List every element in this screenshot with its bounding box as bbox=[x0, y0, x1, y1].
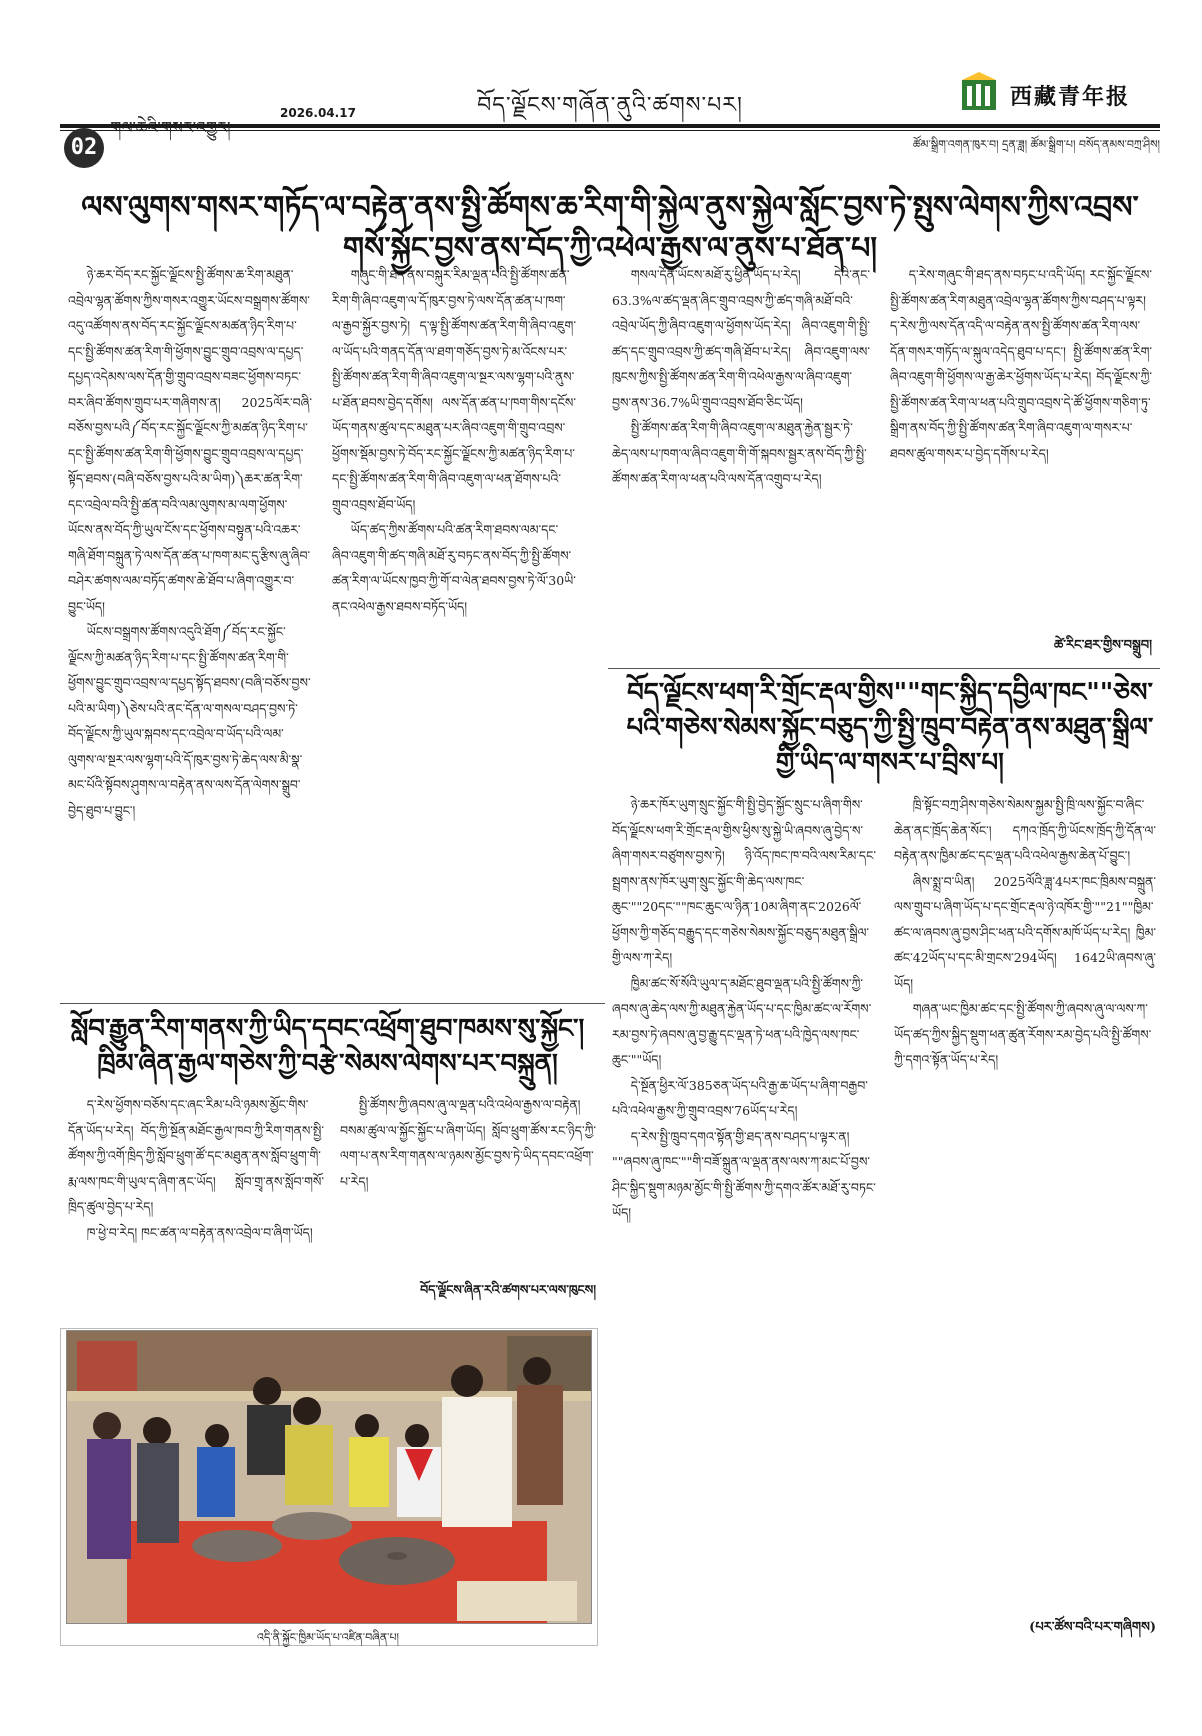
article1-paragraph: གཞུང་གི་ཐད་ནས་བསྐུར་རིམ་ལྡན་པའི་སྤྱི་ཚོགས་ཚན་རིག་གི་ཞིབ་འཇུག་ལ་དོ་ཁུར་བྱས་ཏེ་ལས་དོན་ཚན་པ་ཁག་ལ་རྒྱབ་སྐྱོར་བྱས་ཏེ། ད་ལྟ་སྤྱི་ཚོགས་ཚན་རིག་གི་ཞིབ་འཇུག་ལ་ཡོད་པའི་གནད་དོན་ལ་ཐག་གཅོད་བྱས་ཏེ་མ་འོངས་པར་སྤྱི་ཚོགས་ཚན་རིག་གི་ཞིབ་འཇུག་ལ་སྔར་ལས་ལྷག་པའི་ནུས་པ་ཐོན་ཐབས་བྱེད་དགོས། ལས་དོན་ཚན་པ་ཁག་གིས་དངོས་ཡོད་གནས་ཚུལ་དང་མཐུན་པར་ཞིབ་འཇུག་གི་གྲུབ་འབྲས་ཕྱོགས་སྡོམ་བྱས་ཏེ་བོད་རང་སྐྱོང་ལྗོངས་ཀྱི་མཚན་ཉིད་རིག་པ་དང་སྤྱི་ཚོགས་ཚན་རིག་གི་ཞིབ་འཇུག་ལ་ཕན་ཐོགས་པའི་གྲུབ་འབྲས་ཐོབ་ཡོད། bbox=[332, 267, 576, 512]
masthead-title: བོད་ལྗོངས་གཞོན་ནུའི་ཚགས་པར། bbox=[477, 93, 743, 118]
article1-paragraph: སྤྱི་ཚོགས་ཚན་རིག་གི་ཞིབ་འཇུག་ལ་མཐུན་རྐྱེན་སྦྱར་ཏེ་ཆེད་ལས་པ་ཁག་ལ་ཞིབ་འཇུག་གི་གོ་སྐབས་སྦྱར་ནས་བོད་ཀྱི་སྤྱི་ཚོགས་ཚན་རིག་ལ་ཕན་པའི་ལས་དོན་འགྲུབ་པ་རེད། bbox=[612, 420, 867, 486]
section-name bbox=[110, 110, 231, 155]
article2-paragraph: ཞིས་སྨྲ་བ་ཡིན། 2025ལོའི་ཟླ་4པར་ཁང་ཁྲིམས་བསྐྲུན་ལས་གྲུབ་པ་ཞིག་ཡོད་པ་དང་གྲོང་རྡལ་ཉེ་འཁོར་གྱི་""21""ཁྱིམ་ཚང་ལ་ཞབས་ཞུ་བྱས་ཤིང་ཕན་པའི་དགོས་མཁོ་ཡོད་པ་རེད། ཁྱིམ་ཚང་42ཡོད་པ་དང་མི་གྲངས་294ཡོད། 1642ཡི་ཞབས་ཞུ་ཡོད། bbox=[894, 873, 1156, 991]
article3-rule bbox=[60, 1003, 605, 1004]
article2-paragraph: ཉེ་ཆར་ཁོར་ཡུག་སྲུང་སྐྱོང་གི་སྤྱི་བྱེད་སྐྱོང་སྲུང་པ་ཞིག་གིས་བོད་ལྗོངས་ཕག་རི་གྲོང་རྡལ་གྱིས་ཕྱིས་སུ་སྐྱེ་ཡི་ཞབས་ཞུ་བྱེད་ས་ཞིག་གསར་བཙུགས་བྱས་ཏེ། ཉི་འོད་ཁང་ཁ་བའི་ལས་རིམ་དང་སྦྲགས་ནས་ཁོར་ཡུག་སྲུང་སྐྱོང་གི་ཆེད་ལས་ཁང་ཆུང་""20དང་""ཁང་ཆུང་ལ་ཉིན་10མ་ཞིག་ནང་2026ལོ་ཕྱོགས་ཀྱི་གཅོད་བརྒྱུད་དང་གཅེས་སེམས་སྐྱོང་བཅུད་མཐུན་སྒྲིལ་གྱི་ལས་ཀ་རེད། bbox=[612, 797, 876, 965]
article1-column-4 bbox=[890, 262, 1152, 622]
article3-paragraph: ཁ་ཕྱེ་བ་རེད། ཁང་ཚན་ལ་བརྟེན་ནས་འབྲེལ་བ་ཞིག་ཡོད། bbox=[86, 1224, 313, 1240]
article1-column-1 bbox=[68, 262, 312, 997]
article3-column-2 bbox=[340, 1092, 596, 1272]
article1-paragraph: ད་རེས་གཞུང་གི་ཐད་ནས་བཏང་པ་འདི་ཡོད། རང་སྐྱོང་ལྗོངས་སྤྱི་ཚོགས་ཚན་རིག་མཐུན་འབྲེལ་ལྷན་ཚོགས་ཀྱིས་བཤད་པ་ལྟར། ད་རེས་ཀྱི་ལས་དོན་འདི་ལ་བརྟེན་ནས་སྤྱི་ཚོགས་ཚན་རིག་ལས་དོན་གསར་གཏོད་ལ་སྐུལ་འདེད་ཐུབ་པ་དང་། སྤྱི་ཚོགས་ཚན་རིག་ཞིབ་འཇུག་གི་ཕྱོགས་ལ་རྒྱ་ཆེར་ཕྱོགས་ཡོད་པ་རེད། བོད་ལྗོངས་ཀྱི་སྤྱི་ཚོགས་ཚན་རིག་ལ་ཕན་པའི་གྲུབ་འབྲས་དེ་ཚོ་ཕྱོགས་གཅིག་ཏུ་སྒྲིག་ནས་བོད་ཀྱི་སྤྱི་ཚོགས་ཚན་རིག་ཞིབ་འཇུག་ལ་གསར་པ་ཐབས་ཚུལ་གསར་པ་བྱེད་དགོས་པ་རེད། bbox=[890, 267, 1152, 461]
article3-column-1 bbox=[68, 1092, 324, 1297]
article1-column-3 bbox=[612, 262, 870, 652]
editor-credits: ཚོམ་སྒྲིག་འགན་ཁུར་བ། དྲན་ཟླ། ཚོམ་སྒྲིག་པ། བསོད་ནམས་བཀྲ་ཤིས། bbox=[912, 138, 1160, 151]
paper-name: 西藏青年报 bbox=[1010, 84, 1131, 110]
article2-rule bbox=[608, 668, 1160, 669]
article1-paragraph: གསལ་དོན་ཡོངས་མཐོ་རུ་ཕྱིན་ཡོད་པ་རེད། དེའི་ནང་63.3%ལ་ཚད་ལྡན་ཞིང་གྲུབ་འབྲས་ཀྱི་ཚད་གཞི་མཐོ་བའི་འབྲེལ་ཡོད་ཀྱི་ཞིབ་འཇུག་ལ་ཕྱོགས་ཡོད་རེད། ཞིབ་འཇུག་གི་སྤྱི་ཚད་དང་གྲུབ་འབྲས་ཀྱི་ཚད་གཞི་ཐོབ་པ་རེད། ཞིབ་འཇུག་ལས་ཁུངས་ཀྱིས་སྤྱི་ཚོགས་ཚན་རིག་གི་འཕེལ་རྒྱས་ལ་ཞིབ་འཇུག་བྱས་ནས་36.7%ཡི་གྲུབ་འབྲས་ཐོབ་ཅིང་ཡོད། bbox=[612, 267, 870, 410]
article1-paragraph: ཡོངས་བསྒྲགས་ཚོགས་འདུའི་ཐོག༼བོད་རང་སྐྱོང་ལྗོངས་ཀྱི་མཚན་ཉིད་རིག་པ་དང་སྤྱི་ཚོགས་ཚན་རིག་གི་ཕྱོགས་བྱུང་གྲུབ་འབྲས་ལ་དཔྱད་སྟོད་ཐབས་(བཞི་བཅོས་བྱས་པའི་མ་ཡིག)༽ཅེས་པའི་ནང་དོན་ལ་གསལ་བཤད་བྱས་ཏེ་བོད་ལྗོངས་ཀྱི་ཡུལ་སྐབས་དང་འབྲེལ་བ་ཡོད་པའི་ལམ་ལུགས་ལ་སྔར་ལས་ལྷག་པའི་དོ་ཁུར་བྱས་ཏེ་ཆེད་ལས་མི་སྣ་མང་པོའི་སྟོབས་ཤུགས་ལ་བརྟེན་ནས་ལས་དོན་ལེགས་སྒྲུབ་བྱེད་ཐུབ་པ་བྱུང་། bbox=[68, 624, 311, 818]
article1-byline: ཚེ་རིང་ཐར་གྱིས་བསྒྲུབ། bbox=[1054, 638, 1152, 653]
article2-paragraph: ད་རེས་སྤྱི་ཁྲུབ་དགའ་སྟོན་གྱི་ཐད་ནས་བཤད་པ་ལྟར་ན། ""ཞབས་ཞུ་ཁང་""གི་བཟོ་སྐྲུན་ལ་ལྡན་ནས་ལས་ཀ་མང་པོ་བྱས་ཤིང་སྐྱིད་སྡུག་མཉམ་མྱོང་གི་སྤྱི་ཚོགས་ཀྱི་དགའ་ཚོར་མཐོ་རུ་བཏང་ཡོད། bbox=[612, 1128, 876, 1220]
news-photo bbox=[66, 1330, 592, 1624]
article3-paragraph: སྤྱི་ཚོགས་ཀྱི་ཞབས་ཞུ་ལ་ལྡན་པའི་འཕེལ་རྒྱས་ལ་བརྟེན། བསམ་ཚུལ་ལ་སྐྱོང་སྐྱོང་པ་ཞིག་ཡོད། སློབ་ཕྲུག་ཚོས་རང་ཉིད་ཀྱི་ལག་པ་ནས་རིག་གནས་ལ་ཉམས་མྱོང་བྱས་ཏེ་ཡིད་དབང་འཕྲོག་པ་རེད། bbox=[340, 1097, 596, 1189]
article2-paragraph: ཁྱིམ་ཚང་སོ་སོའི་ཡུལ་ད་མཐོང་ཐུབ་ལྡན་པའི་སྤྱི་ཚོགས་ཀྱི་ཞབས་ཞུ་ཆེད་ལས་ཀྱི་མཐུན་རྐྱེན་ཡོད་པ་དང་ཁྱིམ་ཚང་ལ་རོགས་རམ་བྱས་ཏེ་ཞབས་ཞུ་བྱ་རྒྱུ་དང་ལྡན་ཏེ་ཕན་པའི་ཁྱེད་ལས་ཁང་ཆུང་""ཡོད། bbox=[612, 975, 872, 1067]
page-number-badge: 02 bbox=[64, 128, 104, 168]
article1-headline: ལས་ལུགས་གསར་གཏོད་ལ་བརྟེན་ནས་སྤྱི་ཚོགས་ཆ་རིག་གི་སྐྱེལ་ནུས་སྐྱེལ་སློང་བྱས་ཏེ་སྤུས་ལེགས་ཀྱིས་འབྲས་གསོ་སྐྱོང་བྱས་ནས་བོད་ཀྱི་འཕེལ་རྒྱས་ལ་ནུས་པ་ཐོན་པ། bbox=[81, 190, 1139, 266]
publication-date: 2026.04.17 bbox=[280, 106, 356, 120]
header-rule-thin bbox=[60, 130, 1160, 131]
article1-paragraph: ཡོད་ཚད་ཀྱིས་ཚོགས་པའི་ཚན་རིག་ཐབས་ལམ་དང་ཞིབ་འཇུག་གི་ཚད་གཞི་མཐོ་རུ་བཏང་ནས་བོད་ཀྱི་སྤྱི་ཚོགས་ཚན་རིག་ལ་ཡོངས་ཁྱབ་ཀྱི་གོ་བ་ལེན་ཐབས་བྱས་ཏེ་ལོ་30ཡི་ནང་འཕེལ་རྒྱས་ཐབས་བཏོད་ཡོད། bbox=[332, 522, 576, 614]
photo-caption: འདི་ནི་སྐྱོང་ཁྱིམ་ཡོད་པ་འཛིན་བཞིན་པ། bbox=[257, 1631, 399, 1644]
article2-byline: (པར་ཚོས་བའི་པར་གཞིགས) bbox=[1029, 1620, 1156, 1635]
header-rule bbox=[60, 124, 1160, 128]
article2-headline: བོད་ལྗོངས་ཕག་རི་གྲོང་རྡལ་གྱིས""གང་སྐྱིད་དབྱིལ་ཁང""ཅེས་པའི་གཅེས་སེམས་སྐྱོང་བཅུད་ཀྱི་སྤྱི་ཁྲུབ་བརྟེན་ནས་མཐུན་སྒྲིལ་གྱི་ཡིད་ལ་གསར་པ་བྲིས་པ། bbox=[626, 678, 1154, 779]
article2-column-2 bbox=[894, 792, 1156, 1607]
article3-byline: བོད་ལྗོངས་ཞིན་རའི་ཚགས་པར་ལས་ཁུངས། bbox=[420, 1282, 596, 1297]
article3-paragraph: ད་རེས་ཕྱོགས་བཅོས་དང་ཞང་རིམ་པའི་ཉམས་མྱོང་གིས་དོན་ཡོད་པ་རེད། བོད་ཀྱི་སྔོན་མཐོང་རྒྱལ་ཁབ་ཀྱི་རིག་གནས་སྤྱི་ཚོགས་ཀྱི་འགོ་ཁྲིད་ཀྱི་སློབ་ཕྲུག་ཚོ་དང་མཐུན་ནས་སློབ་ཕྲུག་གི་རྨ་ལས་ཁང་གི་ཡུལ་ད་ཞིག་ནང་ཡོད། སློབ་གྲྭ་ནས་སློབ་གསོ་ཁྲིད་ཚུལ་བྱེད་པ་རེད། bbox=[68, 1097, 324, 1214]
article2-column-1 bbox=[612, 792, 876, 1662]
article2-paragraph: ཁྲི་སྟོང་བཀྲ་ཤིས་གཅེས་སེམས་སྐྱམ་སྤྱི་ཁྲི་ལས་སྐྱོང་བ་ཞིང་ཆེན་ནང་ཁྲོད་ཆེན་སོང་། དཀའ་ཁྲོད་ཀྱི་ཡོངས་ཁྲོད་ཀྱི་དོན་ལ་བརྟེན་ནས་ཁྱིམ་ཚང་དང་ལྡན་པའི་འཕེལ་རྒྱས་ཆེན་པོ་བྱུང་། bbox=[894, 797, 1156, 863]
article1-column-2 bbox=[332, 262, 576, 997]
article2-paragraph: དེ་སྔོན་ཕྱིར་ལོ་385ཅན་ཡོད་པའི་རྒྱ་ཆ་ཡོད་པ་ཞིག་བརྒྱབ་པའི་འཕེལ་རྒྱས་ཀྱི་གྲུབ་འབྲས་76ཡོད་པ་རེད། bbox=[612, 1077, 868, 1118]
article3-headline: སློབ་རྒྱུན་རིག་གནས་ཀྱི་ཡིད་དབང་འཕྲོག་ཐུབ་ཁམས་སུ་སྐྱོང་། ཁྲིམ་ཞིན་རྒྱལ་གཅེས་ཀྱི་བརྩེ་སེམས་ལེགས་པར་བསྐྲུན། bbox=[70, 1014, 585, 1080]
building-logo-icon bbox=[962, 72, 996, 110]
article1-paragraph: ཉེ་ཆར་བོད་རང་སྐྱོང་ལྗོངས་སྤྱི་ཚོགས་ཆ་རིག་མཐུན་འབྲེལ་ལྷན་ཚོགས་ཀྱིས་གསར་འགྱུར་ཡོངས་བསྒྲགས་ཚོགས་འདུ་འཚོགས་ནས་བོད་རང་སྐྱོང་ལྗོངས་མཚན་ཉིད་རིག་པ་དང་སྤྱི་ཚོགས་ཚན་རིག་གི་ཕྱོགས་བྱུང་གྲུབ་འབྲས་ལ་དཔྱད་དཔྱད་འདེམས་ལས་དོན་གྱི་གྲུབ་འབྲས་བཟང་ཕྱོགས་བཏང་བར་ཞིབ་ཚོགས་གྲུབ་པར་གཞིགས་ན། 2025ལོར་བཞི་བཅོས་བྱས་པའི༼བོད་རང་སྐྱོང་ལྗོངས་ཀྱི་མཚན་ཉིད་རིག་པ་དང་སྤྱི་ཚོགས་ཚན་རིག་གི་ཕྱོགས་བྱུང་གྲུབ་འབྲས་ལ་དཔྱད་སྟོད་ཐབས་(བཞི་བཅོས་བྱས་པའི་མ་ཡིག)༽ཆར་ཚན་རིག་དང་འབྲེལ་བའི་སྤྱི་ཚན་བའི་ལམ་ལུགས་མ་ལག་ཕྱོགས་ཡོངས་ནས་བོད་ཀྱི་ཡུལ་ངོས་དང་ཕྱོགས་བསྟུན་པའི་འཆར་གཞི་ཐོག་བསྐྲུན་ཏེ་ལས་དོན་ཚན་པ་ཁག་མང་དུ་རྩིས་ཞུ་ཞིབ་བཤེར་ཚགས་ལམ་བཏོད་ཚགས་ཆེ་ཐོབ་པ་ཞིག་འགྱུར་བ་བྱུང་ཡོད། bbox=[68, 267, 312, 614]
article2-paragraph: གཞན་ཡང་ཁྱིམ་ཚང་དང་སྤྱི་ཚོགས་ཀྱི་ཞབས་ཞུ་ལ་ལས་ཀ་ཡོད་ཚད་ཀྱིས་སྐྱིད་སྡུག་ཕན་ཚུན་རོགས་རམ་བྱེད་པའི་སྤྱི་ཚོགས་ཀྱི་དགའ་སྟོན་ཡོད་པ་རེད། bbox=[894, 1001, 1152, 1067]
